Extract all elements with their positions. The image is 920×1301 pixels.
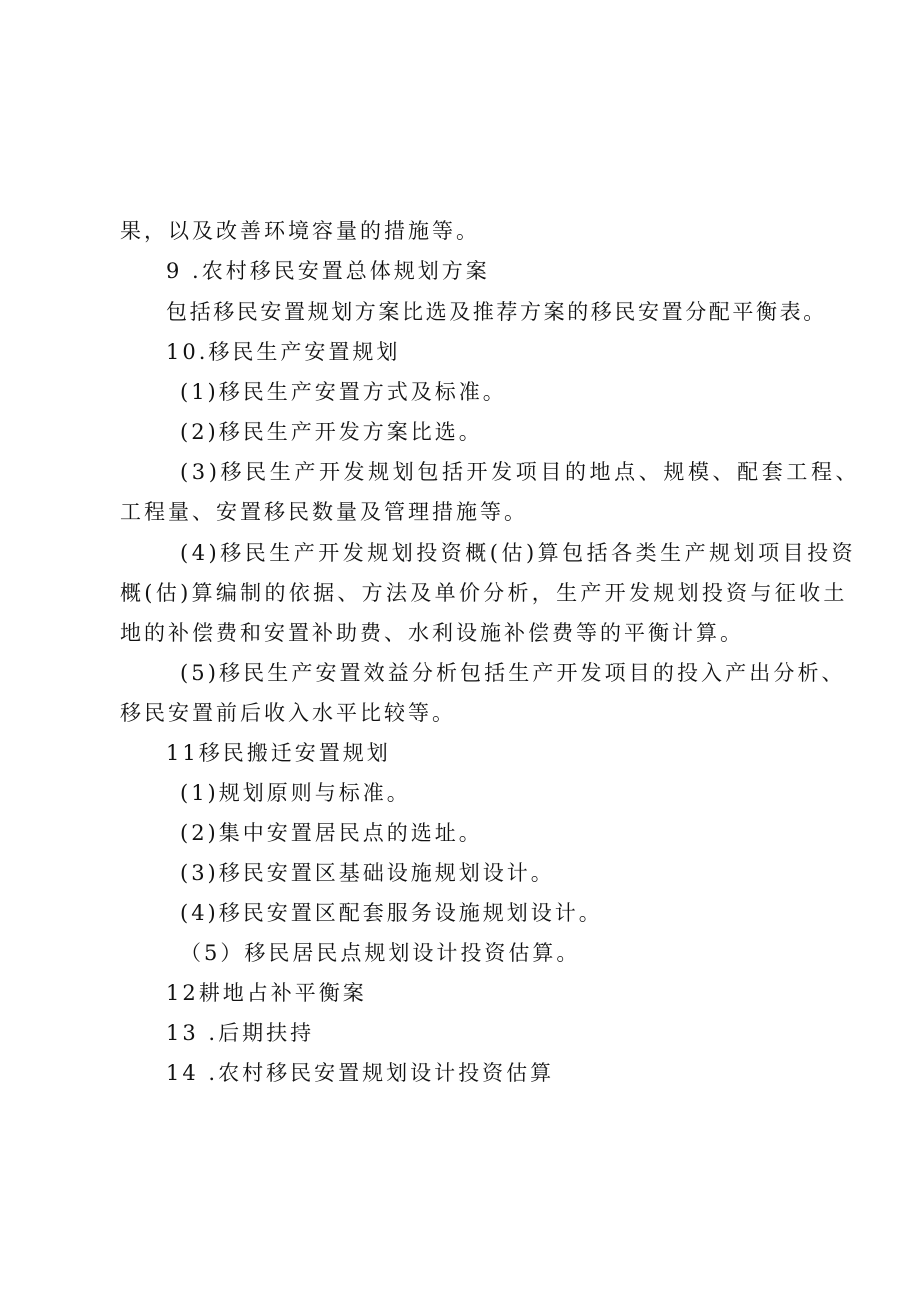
section-11-item-5: （5）移民居民点规划设计投资估算。 [180,941,581,965]
section-heading-9: 9 .农村移民安置总体规划方案 [166,259,490,283]
section-heading-14: 14 .农村移民安置规划设计投资估算 [166,1061,555,1085]
section-heading-11: 11移民搬迁安置规划 [166,741,391,765]
section-heading-13: 13 .后期扶持 [166,1021,315,1045]
section-10-item-5-continued: 移民安置前后收入水平比较等。 [120,701,456,725]
section-heading-10: 10.移民生产安置规划 [166,340,401,364]
section-10-item-1: (1)移民生产安置方式及标准。 [180,380,507,404]
section-11-item-4: (4)移民安置区配套服务设施规划设计。 [180,901,603,925]
section-10-item-2: (2)移民生产开发方案比选。 [180,420,483,444]
section-10-item-4: (4)移民生产开发规划投资概(估)算包括各类生产规划项目投资 [180,541,857,565]
section-9-paragraph: 包括移民安置规划方案比选及推荐方案的移民安置分配平衡表。 [166,300,827,324]
section-heading-12: 12耕地占补平衡案 [166,981,367,1005]
section-10-item-4-continued-2: 地的补偿费和安置补助费、水利设施补偿费等的平衡计算。 [120,621,744,645]
section-10-item-5: (5)移民生产安置效益分析包括生产开发项目的投入产出分析、 [180,661,846,685]
paragraph-continuation: 果，以及改善环境容量的措施等。 [120,219,480,243]
section-11-item-2: (2)集中安置居民点的选址。 [180,821,483,845]
section-10-item-3: (3)移民生产开发规划包括开发项目的地点、规模、配套工程、 [180,460,861,484]
section-10-item-3-continued: 工程量、安置移民数量及管理措施等。 [120,500,528,524]
section-10-item-4-continued: 概(估)算编制的依据、方法及单价分析，生产开发规划投资与征收土 [120,581,848,605]
section-11-item-3: (3)移民安置区基础设施规划设计。 [180,861,555,885]
section-11-item-1: (1)规划原则与标准。 [180,781,411,805]
